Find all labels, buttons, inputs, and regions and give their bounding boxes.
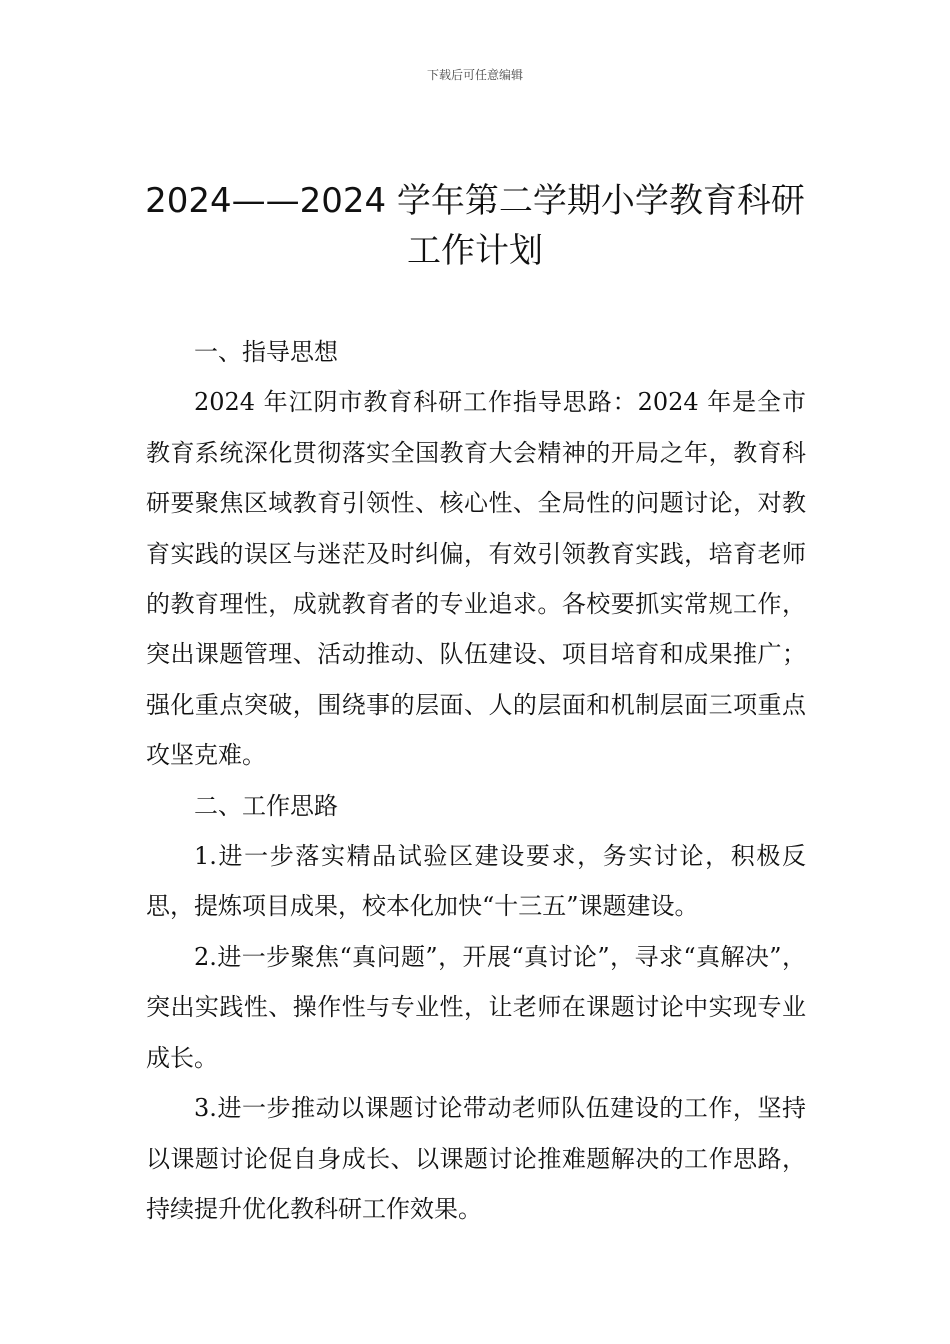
- document-title-line-2: 工作计划: [407, 231, 543, 271]
- document-title-line-1: 2024——2024 学年第二学期小学教育科研: [145, 181, 805, 221]
- section-heading-guiding-ideology: 一、指导思想: [194, 338, 338, 366]
- list-item-work-approach-2: 2.进一步聚焦“真问题”，开展“真讨论”，寻求“真解决”，突出实践性、操作性与专业性，让老师在课题讨论中实现专业成长。: [146, 942, 806, 1072]
- page-header-note: 下载后可任意编辑: [426, 68, 523, 82]
- document-title: [100, 176, 850, 276]
- paragraph-guiding-ideology: 2024 年江阴市教育科研工作指导思路：2024 年是全市教育系统深化贯彻落实全国教育大会精神的开局之年，教育科研要聚焦区域教育引领性、核心性、全局性的问题讨论，对教育实践的误区与迷茫及时纠偏，有效引领教育实践，培育老师的教育理性，成就教育者的专业追求。各校要抓实常规工作，突出课题管理、活动推动、队伍建设、项目培育和成果推广；强化重点突破，围绕事的层面、人的层面和机制层面三项重点攻坚克难。: [146, 388, 806, 770]
- document-body: [146, 327, 806, 1234]
- list-item-work-approach-1: 1.进一步落实精品试验区建设要求，务实讨论，积极反思，提炼项目成果，校本化加快“十三五”课题建设。: [146, 842, 806, 921]
- section-heading-work-approach: 二、工作思路: [194, 791, 338, 820]
- list-item-work-approach-3: 3.进一步推动以课题讨论带动老师队伍建设的工作，坚持以课题讨论促自身成长、以课题讨论推难题解决的工作思路，持续提升优化教科研工作效果。: [146, 1094, 806, 1223]
